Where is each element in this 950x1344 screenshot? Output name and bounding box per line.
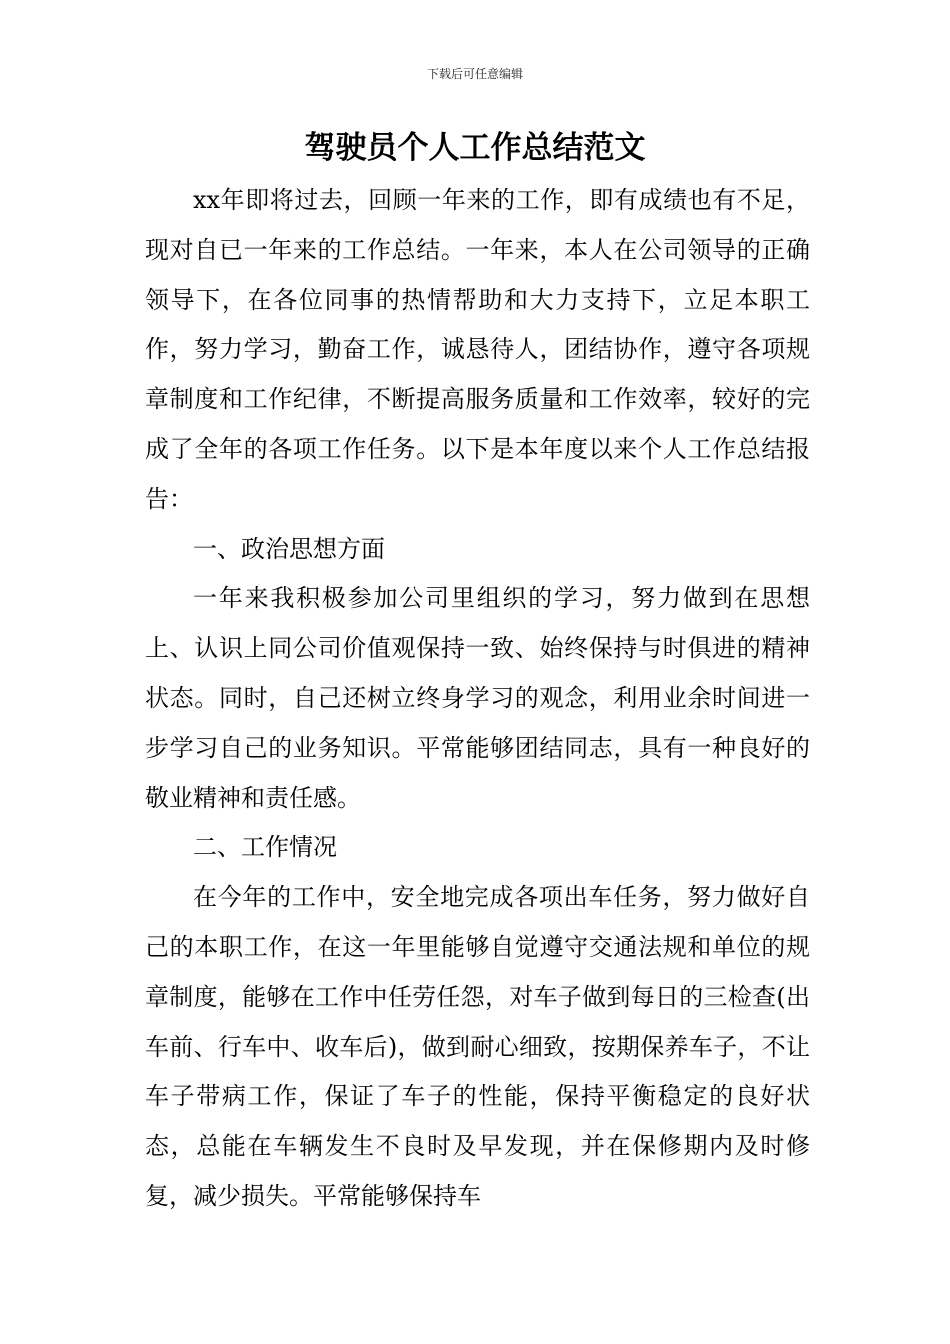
document-title: 驾驶员个人工作总结范文 — [304, 130, 646, 166]
section-heading-work: 二、工作情况 — [193, 833, 337, 862]
section-heading-politics: 一、政治思想方面 — [193, 534, 385, 563]
paragraph-politics: 一年来我积极参加公司里组织的学习，努力做到在思想上、认识上同公司价值观保持一致、始终保持与时俱进的精神状态。同时，自己还树立终身学习的观念，利用业余时间进一步学习自己的业务知识。平常能够团结同志，具有一种良好的敬业精神和责任感。 — [145, 584, 810, 812]
paragraph-work: 在今年的工作中，安全地完成各项出车任务，努力做好自己的本职工作，在这一年里能够自觉遵守交通法规和单位的规章制度，能够在工作中任劳任怨，对车子做到每日的三检查(出车前、行车中、收车后)，做到耐心细致，按期保养车子，不让车子带病工作，保证了车子的性能，保持平衡稳定的良好状态，总能在车辆发生不良时及早发现，并在保修期内及时修复，减少损失。平常能够保持车 — [145, 883, 810, 1210]
header-note: 下载后可任意编辑 — [426, 67, 523, 81]
document-body — [145, 176, 810, 1222]
paragraph-intro: xx年即将过去，回顾一年来的工作，即有成绩也有不足，现对自已一年来的工作总结。一年来，本人在公司领导的正确领导下，在各位同事的热情帮助和大力支持下，立足本职工作，努力学习，勤奋工作，诚恳待人，团结协作，遵守各项规章制度和工作纪律，不断提高服务质量和工作效率，较好的完成了全年的各项工作任务。以下是本年度以来个人工作总结报告： — [145, 186, 810, 513]
